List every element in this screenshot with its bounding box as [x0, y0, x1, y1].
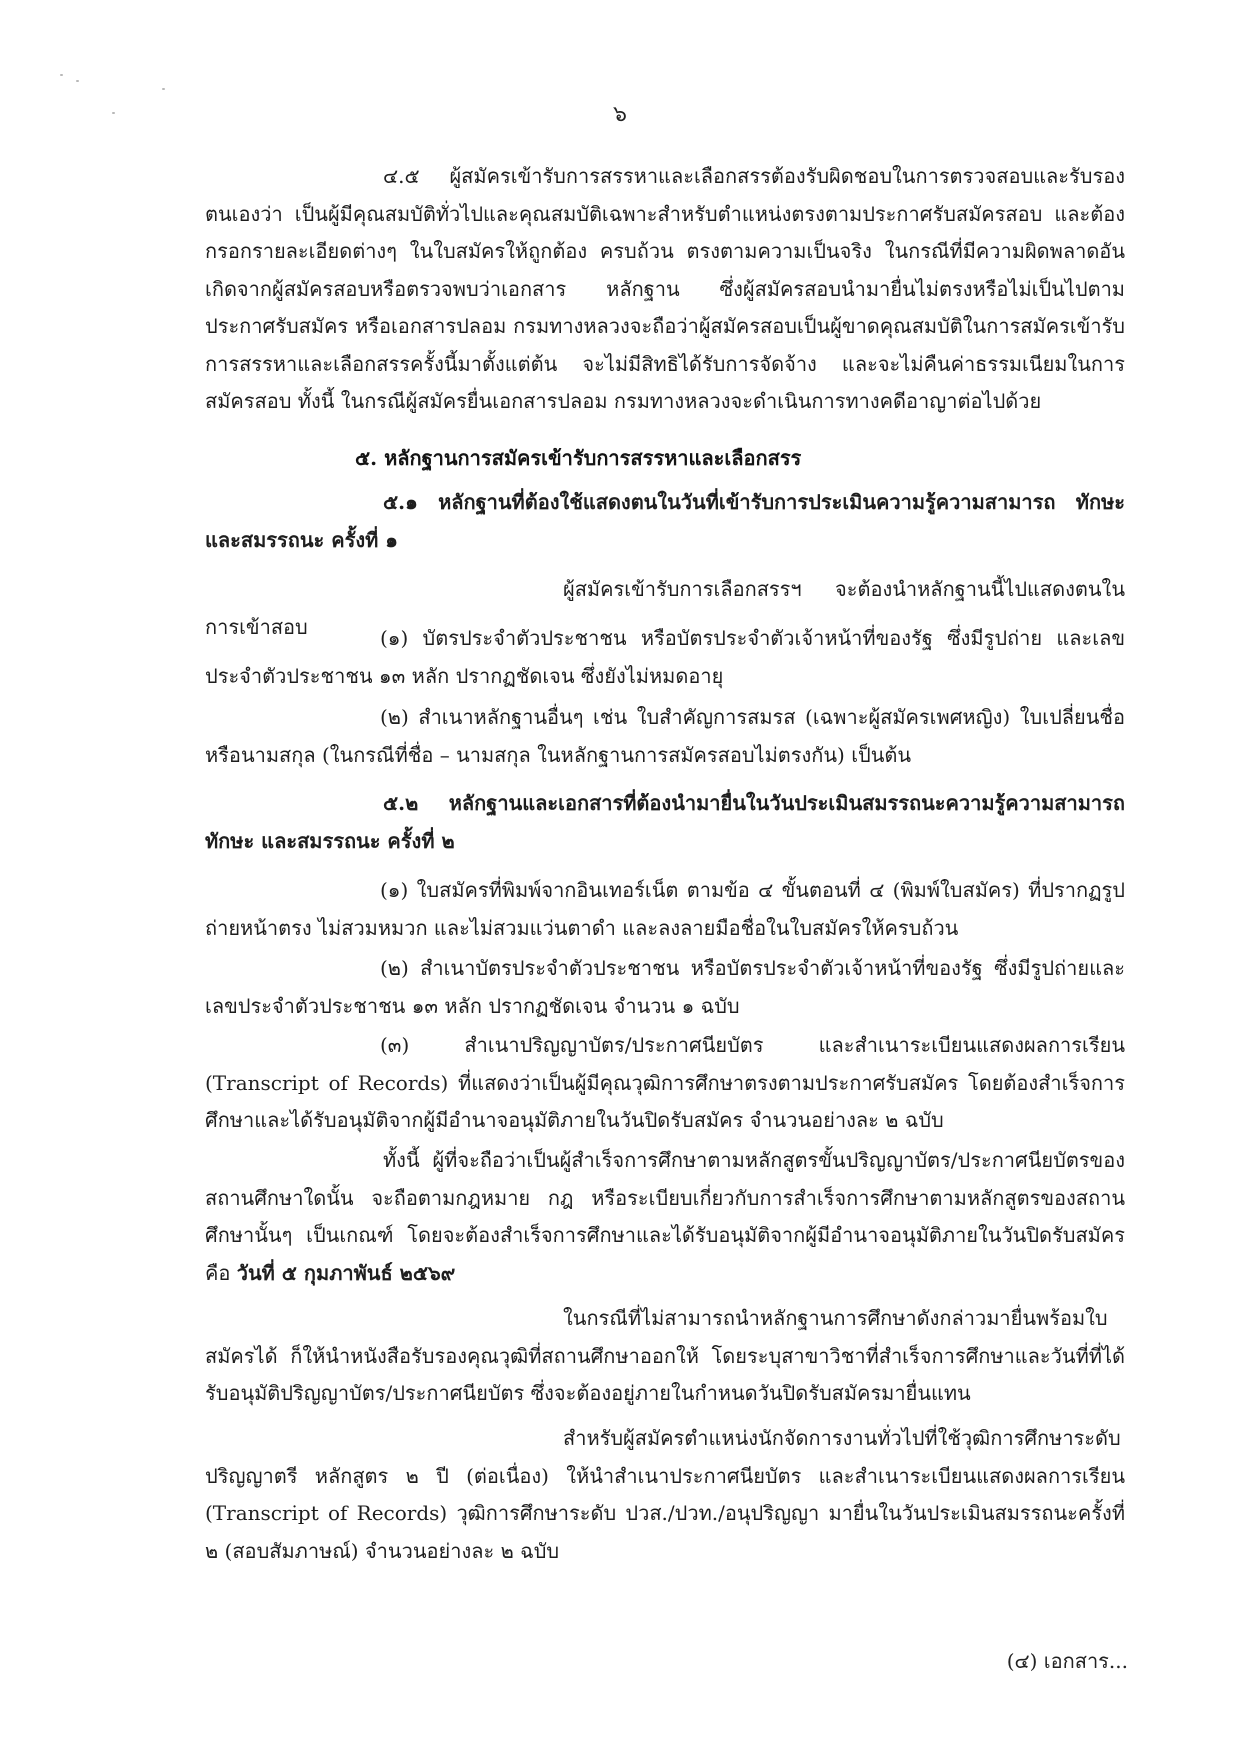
- paragraph-5-2-item-3: (๓) สำเนาปริญญาบัตร/ประกาศนียบัตร และสำเนาระเบียนแสดงผลการเรียน (Transcript of Records) ที่แสดงว่าเป็นผู้มีคุณวุฒิการศึกษาตรงตามประกาศรับสมัคร โดยต้องสำเร็จการศึกษาและได้รับอนุมัติจากผู้มีอำนาจอนุมัติภายในวันปิดรับสมัคร จำนวนอย่างละ ๒ ฉบับ: [205, 1033, 1125, 1132]
- paragraph-5-2-item-1: (๑) ใบสมัครที่พิมพ์จากอินเทอร์เน็ต ตามข้อ ๔ ขั้นตอนที่ ๔ (พิมพ์ใบสมัคร) ที่ปรากฏรูปถ่ายหน้าตรง ไม่สวมหมวก และไม่สวมแว่นตาดำ และลงลายมือชื่อในใบสมัครให้ครบถ้วน: [205, 878, 1125, 940]
- scan-speck: [162, 88, 165, 90]
- scan-speck: [76, 80, 79, 82]
- continuation-marker: (๔) เอกสาร...: [1006, 1649, 1128, 1673]
- paragraph-graduation-note: [205, 1142, 1125, 1292]
- heading-section-5: ๕. หลักฐานการสมัครเข้ารับการสรรหาและเลือกสรร: [355, 446, 802, 470]
- heading-section-5-1: ๕.๑ หลักฐานที่ต้องใช้แสดงตนในวันที่เข้ารับการประเมินความรู้ความสามารถ ทักษะและสมรรถนะ ครั้งที่ ๑: [205, 490, 1125, 552]
- paragraph-5-1-item-1: (๑) บัตรประจำตัวประชาชน หรือบัตรประจำตัวเจ้าหน้าที่ของรัฐ ซึ่งมีรูปถ่าย และเลขประจำตัวประชาชน ๑๓ หลัก ปรากฏชัดเจน ซึ่งยังไม่หมดอายุ: [205, 626, 1125, 688]
- paragraph-5-2-item-2: (๒) สำเนาบัตรประจำตัวประชาชน หรือบัตรประจำตัวเจ้าหน้าที่ของรัฐ ซึ่งมีรูปถ่ายและเลขประจำตัวประชาชน ๑๓ หลัก ปรากฏชัดเจน จำนวน ๑ ฉบับ: [205, 956, 1125, 1018]
- paragraph-diploma-note: สำหรับผู้สมัครตำแหน่งนักจัดการงานทั่วไปที่ใช้วุฒิการศึกษาระดับปริญญาตรี หลักสูตร ๒ ปี (ต่อเนื่อง) ให้นำสำเนาประกาศนียบัตร และสำเนาระเบียนแสดงผลการเรียน (Transcript of Records) วุฒิการศึกษาระดับ ปวส./ปวท./อนุปริญญา มายื่นในวันประเมินสมรรถนะครั้งที่ ๒ (สอบสัมภาษณ์) จำนวนอย่างละ ๒ ฉบับ: [205, 1426, 1125, 1563]
- paragraph-4-5: ๔.๕ ผู้สมัครเข้ารับการสรรหาและเลือกสรรต้องรับผิดชอบในการตรวจสอบและรับรองตนเองว่า เป็นผู้มีคุณสมบัติทั่วไปและคุณสมบัติเฉพาะสำหรับตำแหน่งตรงตามประกาศรับสมัครสอบ และต้องกรอกรายละเอียดต่างๆ ในใบสมัครให้ถูกต้อง ครบถ้วน ตรงตามความเป็นจริง ในกรณีที่มีความผิดพลาดอันเกิดจากผู้สมัครสอบหรือตรวจพบว่าเอกสาร หลักฐาน ซึ่งผู้สมัครสอบนำมายื่นไม่ตรงหรือไม่เป็นไปตามประกาศรับสมัคร หรือเอกสารปลอม กรมทางหลวงจะถือว่าผู้สมัครสอบเป็นผู้ขาดคุณสมบัติในการสมัครเข้ารับการสรรหาและเลือกสรรครั้งนี้มาตั้งแต่ต้น จะไม่มีสิทธิได้รับการจัดจ้าง และจะไม่คืนค่าธรรมเนียมในการสมัครสอบ ทั้งนี้ ในกรณีผู้สมัครยื่นเอกสารปลอม กรมทางหลวงจะดำเนินการทางคดีอาญาต่อไปด้วย: [205, 164, 1125, 413]
- page-number: ๖: [613, 102, 627, 127]
- paragraph-certificate-note: ในกรณีที่ไม่สามารถนำหลักฐานการศึกษาดังกล่าวมายื่นพร้อมใบสมัครได้ ก็ให้นำหนังสือรับรองคุณวุฒิที่สถานศึกษาออกให้ โดยระบุสาขาวิชาที่สำเร็จการศึกษาและวันที่ที่ได้รับอนุมัติปริญญาบัตร/ประกาศนียบัตร ซึ่งจะต้องอยู่ภายในกำหนดวันปิดรับสมัครมายื่นแทน: [205, 1306, 1125, 1405]
- graduation-note-text: ทั้งนี้ ผู้ที่จะถือว่าเป็นผู้สำเร็จการศึกษาตามหลักสูตรขั้นปริญญาบัตร/ประกาศนียบัตรของสถานศึกษาใดนั้น จะถือตามกฎหมาย กฎ หรือระเบียบเกี่ยวกับการสำเร็จการศึกษาตามหลักสูตรของสถานศึกษานั้นๆ เป็นเกณฑ์ โดยจะต้องสำเร็จการศึกษาและได้รับอนุมัติจากผู้มีอำนาจอนุมัติภายในวันปิดรับสมัคร คือ: [205, 1148, 1125, 1285]
- heading-section-5-2: ๕.๒ หลักฐานและเอกสารที่ต้องนำมายื่นในวันประเมินสมรรถนะความรู้ความสามารถ ทักษะ และสมรรถนะ ครั้งที่ ๒: [205, 791, 1125, 853]
- scan-speck: [60, 74, 63, 76]
- closing-date: วันที่ ๕ กุมภาพันธ์ ๒๕๖๙: [236, 1260, 456, 1285]
- paragraph-5-1-intro: ผู้สมัครเข้ารับการเลือกสรรฯ จะต้องนำหลักฐานนี้ไปแสดงตนในการเข้าสอบ: [205, 577, 1125, 639]
- paragraph-5-1-item-2: (๒) สำเนาหลักฐานอื่นๆ เช่น ใบสำคัญการสมรส (เฉพาะผู้สมัครเพศหญิง) ใบเปลี่ยนชื่อหรือนามสกุล (ในกรณีที่ชื่อ – นามสกุล ในหลักฐานการสมัครสอบไม่ตรงกัน) เป็นต้น: [205, 705, 1125, 767]
